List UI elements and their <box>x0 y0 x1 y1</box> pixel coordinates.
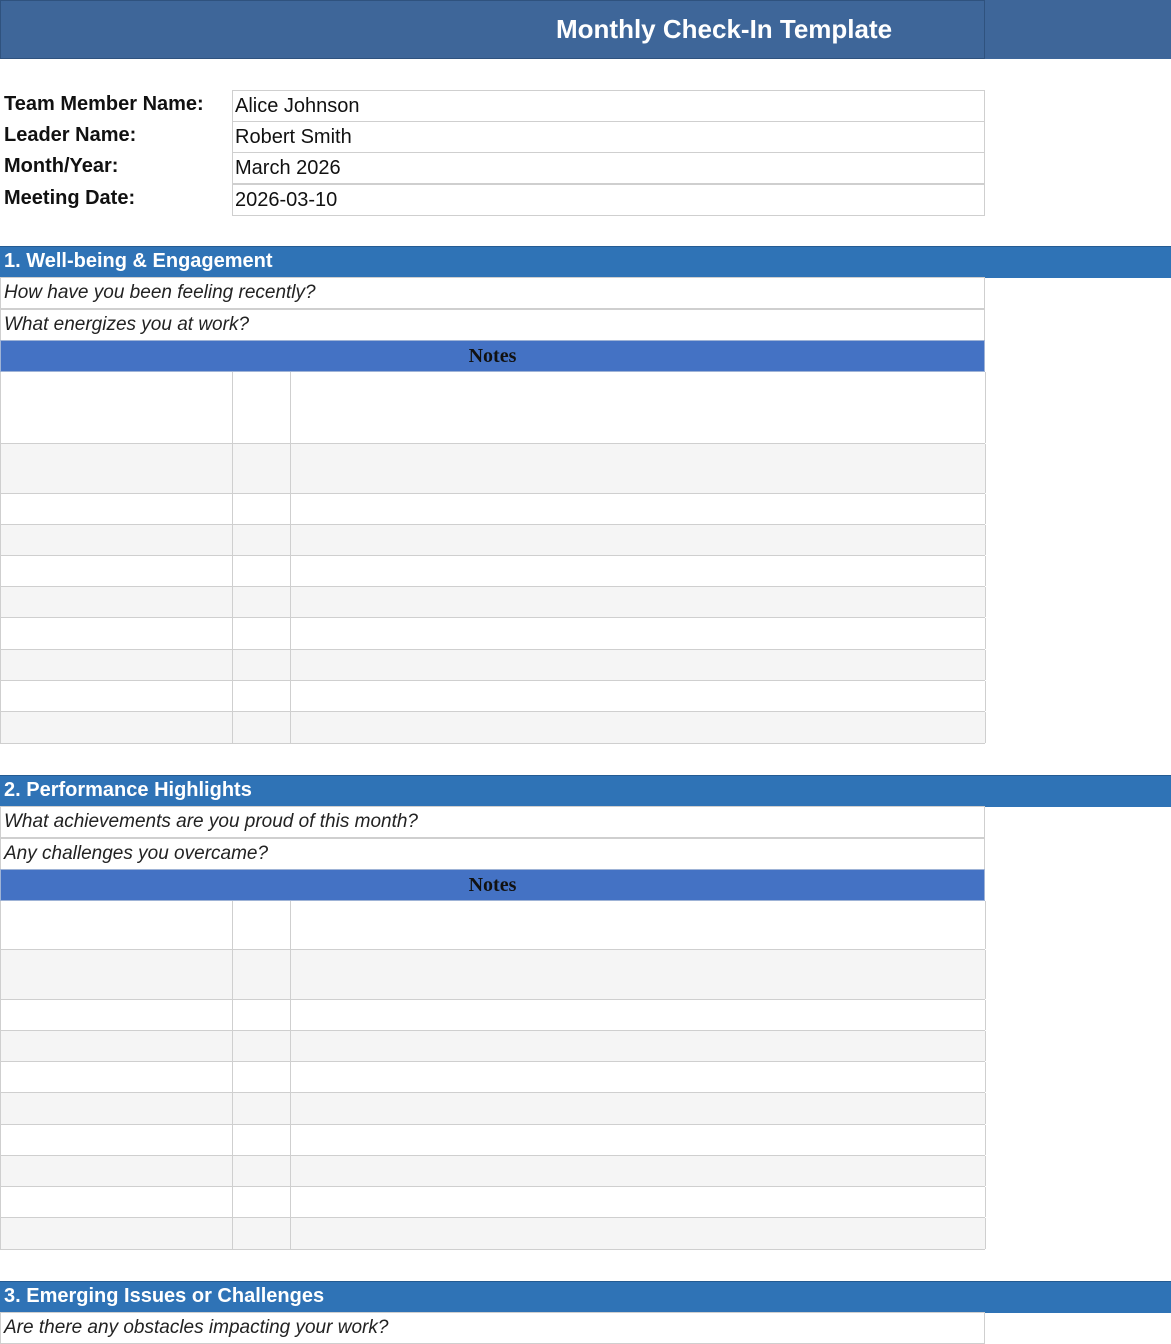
section-1-notes-cell[interactable] <box>0 712 233 743</box>
section-1-notes-cell[interactable] <box>232 494 291 524</box>
section-1-notes-row <box>0 650 985 681</box>
section-2-notes-row <box>0 1093 985 1125</box>
section-1-notes-row <box>0 618 985 650</box>
section-2-notes-cell[interactable] <box>290 1093 986 1124</box>
section-1-notes-cell[interactable] <box>290 556 986 586</box>
section-2-question-1[interactable]: What achievements are you proud of this month? <box>0 806 985 838</box>
section-2-notes-cell[interactable] <box>0 1187 233 1217</box>
section-1-notes-row <box>0 587 985 618</box>
section-2-notes-cell[interactable] <box>232 950 291 999</box>
section-1-question-1[interactable]: How have you been feeling recently? <box>0 277 985 309</box>
section-1-notes-cell[interactable] <box>232 587 291 617</box>
section-2-notes-cell[interactable] <box>290 1218 986 1249</box>
section-2-notes-cell[interactable] <box>232 901 291 949</box>
section-1-notes-row <box>0 712 985 744</box>
section-1-notes-header: Notes <box>0 340 985 372</box>
meeting-date-label: Meeting Date: <box>4 187 136 209</box>
section-2-notes-cell[interactable] <box>232 1218 291 1249</box>
team-member-field[interactable]: Alice Johnson <box>232 90 985 122</box>
leader-name-label: Leader Name: <box>4 124 137 146</box>
section-2-notes-cell[interactable] <box>232 1000 291 1030</box>
section-1-notes-cell[interactable] <box>290 712 986 743</box>
section-1-notes-cell[interactable] <box>290 525 986 555</box>
section-1-notes-cell[interactable] <box>232 618 291 649</box>
section-1-notes-cell[interactable] <box>0 494 233 524</box>
section-2-notes-cell[interactable] <box>0 1218 233 1249</box>
section-1-notes-row <box>0 556 985 587</box>
section-1-notes-cell[interactable] <box>290 444 986 493</box>
section-1-notes-cell[interactable] <box>290 650 986 680</box>
section-1-notes-row <box>0 372 985 444</box>
section-1-notes-cell[interactable] <box>0 618 233 649</box>
section-3-title: 3. Emerging Issues or Challenges <box>4 1285 325 1307</box>
section-2-notes-cell[interactable] <box>232 1125 291 1155</box>
section-2-notes-cell[interactable] <box>0 1125 233 1155</box>
section-2-notes-cell[interactable] <box>290 1062 986 1092</box>
section-2-notes-row <box>0 1218 985 1250</box>
section-1-notes-cell[interactable] <box>232 525 291 555</box>
section-1-notes-cell[interactable] <box>0 444 233 493</box>
section-2-notes-cell[interactable] <box>232 1093 291 1124</box>
section-2-notes-cell[interactable] <box>0 1156 233 1186</box>
section-1-notes-row <box>0 681 985 712</box>
section-1-notes-cell[interactable] <box>0 681 233 711</box>
section-2-notes-cell[interactable] <box>0 1093 233 1124</box>
section-1-question-2[interactable]: What energizes you at work? <box>0 309 985 341</box>
section-1-notes-cell[interactable] <box>0 650 233 680</box>
title-bar-extension <box>985 0 1171 59</box>
section-2-notes-cell[interactable] <box>0 1062 233 1092</box>
section-2-notes-row <box>0 1125 985 1156</box>
section-2-notes-cell[interactable] <box>232 1156 291 1186</box>
section-3-question-1[interactable]: Are there any obstacles impacting your work? <box>0 1312 985 1344</box>
section-1-notes-cell[interactable] <box>232 681 291 711</box>
section-2-notes-row <box>0 1031 985 1062</box>
section-1-notes-cell[interactable] <box>290 372 986 443</box>
section-2-notes-cell[interactable] <box>232 1062 291 1092</box>
month-year-field[interactable]: March 2026 <box>232 152 985 184</box>
section-2-notes-cell[interactable] <box>0 950 233 999</box>
month-year-label: Month/Year: <box>4 155 119 177</box>
section-2-notes-cell[interactable] <box>290 1156 986 1186</box>
section-2-notes-cell[interactable] <box>290 1031 986 1061</box>
section-1-notes-row <box>0 494 985 525</box>
section-2-notes-cell[interactable] <box>232 1031 291 1061</box>
page-title: Monthly Check-In Template <box>556 14 893 44</box>
section-1-notes-cell[interactable] <box>290 618 986 649</box>
section-2-notes-row <box>0 1156 985 1187</box>
section-1-notes-cell[interactable] <box>290 587 986 617</box>
team-member-label: Team Member Name: <box>4 93 204 115</box>
section-1-notes-cell[interactable] <box>232 556 291 586</box>
section-2-notes-row <box>0 950 985 1000</box>
section-2-notes-cell[interactable] <box>290 950 986 999</box>
leader-name-field[interactable]: Robert Smith <box>232 121 985 153</box>
meeting-date-field[interactable]: 2026-03-10 <box>232 184 985 216</box>
section-1-notes-cell[interactable] <box>290 681 986 711</box>
section-1-notes-cell[interactable] <box>290 494 986 524</box>
section-2-notes-row <box>0 1062 985 1093</box>
section-2-notes-cell[interactable] <box>0 1000 233 1030</box>
section-1-notes-cell[interactable] <box>0 525 233 555</box>
section-2-question-2[interactable]: Any challenges you overcame? <box>0 838 985 870</box>
section-1-notes-cell[interactable] <box>0 372 233 443</box>
section-2-notes-cell[interactable] <box>290 1125 986 1155</box>
section-1-title: 1. Well-being & Engagement <box>4 250 273 272</box>
section-1-notes-cell[interactable] <box>232 650 291 680</box>
section-2-notes-cell[interactable] <box>290 1000 986 1030</box>
section-2-notes-cell[interactable] <box>232 1187 291 1217</box>
section-1-notes-row <box>0 444 985 494</box>
section-2-notes-row <box>0 901 985 950</box>
section-2-notes-row <box>0 1187 985 1218</box>
section-2-notes-cell[interactable] <box>0 1031 233 1061</box>
section-2-notes-cell[interactable] <box>290 901 986 949</box>
section-1-notes-cell[interactable] <box>232 372 291 443</box>
section-2-notes-row <box>0 1000 985 1031</box>
section-1-notes-row <box>0 525 985 556</box>
section-2-notes-cell[interactable] <box>290 1187 986 1217</box>
section-2-notes-header: Notes <box>0 869 985 901</box>
section-2-title: 2. Performance Highlights <box>4 779 252 801</box>
section-1-notes-cell[interactable] <box>0 556 233 586</box>
section-2-notes-cell[interactable] <box>0 901 233 949</box>
section-1-notes-cell[interactable] <box>0 587 233 617</box>
section-1-notes-cell[interactable] <box>232 712 291 743</box>
section-1-notes-cell[interactable] <box>232 444 291 493</box>
